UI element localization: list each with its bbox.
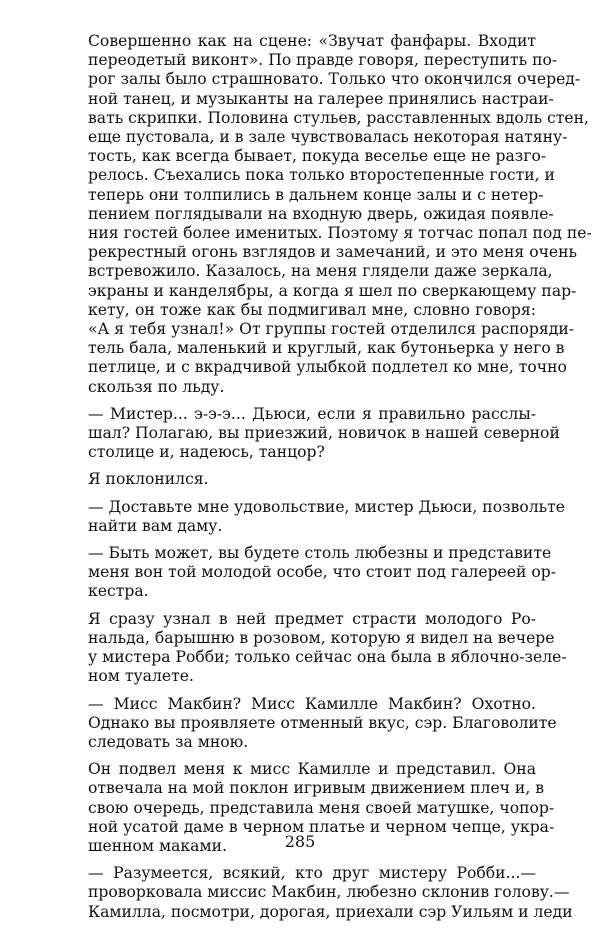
- text-line: релось. Съехались пока только второстепенные гости, и: [88, 166, 555, 185]
- text-line: скользя по льду.: [88, 377, 225, 396]
- text-line: следовать за мною.: [88, 732, 249, 751]
- text-line: рог залы было страшновато. Только что окончился очеред-: [88, 70, 581, 89]
- text-line: еще пустовала, и в зале чувствовалась некоторая натяну-: [88, 128, 568, 147]
- page-number: 285: [284, 832, 316, 851]
- text-line: — Мистер... э-э-э... Дьюси, если я правильно расслы-: [88, 404, 536, 423]
- text-line: — Разумеется, всякий, кто друг мистеру Робби...—: [88, 864, 536, 883]
- text-line: проворковала миссис Макбин, любезно склонив голову.—: [88, 883, 570, 902]
- text-line: отвечала на мой поклон игривым движением плеч и, в: [88, 779, 545, 798]
- text-line: — Доставьте мне удовольствие, мистер Дьюси, позвольте: [88, 497, 566, 516]
- paragraph: [88, 32, 592, 397]
- text-line: ния гостей более именитых. Поэтому я тотчас попал под пе-: [88, 224, 592, 243]
- paragraph: [88, 864, 573, 922]
- text-line: Он подвел меня к мисс Камилле и представил. Она: [88, 760, 536, 779]
- text-line: нальда, барышню в розовом, которую я видел на вечере: [88, 628, 555, 647]
- page-body: [88, 32, 592, 930]
- text-line: Камилла, посмотри, дорогая, приехали сэр Уильям и леди: [88, 902, 573, 921]
- text-line: тость, как всегда бывает, покуда веселье еще не разго-: [88, 147, 547, 166]
- text-line: меня вон той молодой особе, что стоит под галереей ор-: [88, 563, 556, 582]
- paragraph: [88, 609, 567, 687]
- text-line: переодетый виконт». По правде говоря, переступить по-: [88, 51, 558, 70]
- text-line: Совершенно как на сцене: «Звучат фанфары. Входит: [88, 32, 536, 50]
- text-line: тель бала, маленький и круглый, как бутоньерка у него в: [88, 339, 565, 358]
- text-line: пением поглядывали на входную дверь, ожидая появле-: [88, 204, 554, 223]
- text-line: найти вам даму.: [88, 516, 223, 535]
- paragraph: [88, 544, 556, 602]
- text-line: у мистера Робби; только сейчас она была в яблочно-зеле-: [88, 648, 567, 667]
- text-line: ной танец, и музыканты на галерее принялись настраи-: [88, 89, 554, 108]
- text-line: ном туалете.: [88, 667, 194, 686]
- paragraph: [88, 497, 566, 536]
- text-line: Я сразу узнал в ней предмет страсти молодого Ро-: [88, 609, 536, 628]
- paragraph: [88, 470, 536, 489]
- paragraph: [88, 694, 557, 753]
- paragraph: [88, 404, 560, 463]
- text-line: рекрестный огонь взглядов и замечаний, и это меня очень: [88, 243, 578, 262]
- text-line: вать скрипки. Половина стульев, расставленных вдоль стен,: [88, 108, 589, 127]
- text-line: кестра.: [88, 582, 149, 601]
- text-line: кету, он тоже как бы подмигивал мне, словно говоря:: [88, 300, 536, 319]
- text-line: Я поклонился.: [88, 470, 209, 489]
- text-line: — Быть может, вы будете столь любезны и представите: [88, 544, 552, 563]
- text-line: столице и, надеюсь, танцор?: [88, 443, 325, 462]
- text-line: экраны и канделябры, а когда я шел по сверкающему пар-: [88, 281, 577, 300]
- text-line: шал? Полагаю, вы приезжий, новичок в нашей северной: [88, 424, 560, 443]
- text-line: теперь они толпились в дальнем конце залы и с нетер-: [88, 185, 544, 204]
- text-line: «А я тебя узнал!» От группы гостей отделился распоряди-: [88, 320, 574, 339]
- text-line: — Мисс Макбин? Мисс Камилле Макбин? Охотно.: [88, 694, 536, 713]
- text-line: Однако вы проявляете отменный вкус, сэр. Благоволите: [88, 713, 557, 732]
- text-line: петлице, и с вкрадчивой улыбкой подлетел ко мне, точно: [88, 358, 567, 377]
- text-line: встревожило. Казалось, на меня глядели даже зеркала,: [88, 262, 553, 281]
- text-line: шенном маками.: [88, 836, 227, 855]
- text-line: ной усатой даме в черном платье и черном чепце, укра-: [88, 817, 555, 836]
- text-line: свою очередь, представила меня своей матушке, чопор-: [88, 798, 555, 817]
